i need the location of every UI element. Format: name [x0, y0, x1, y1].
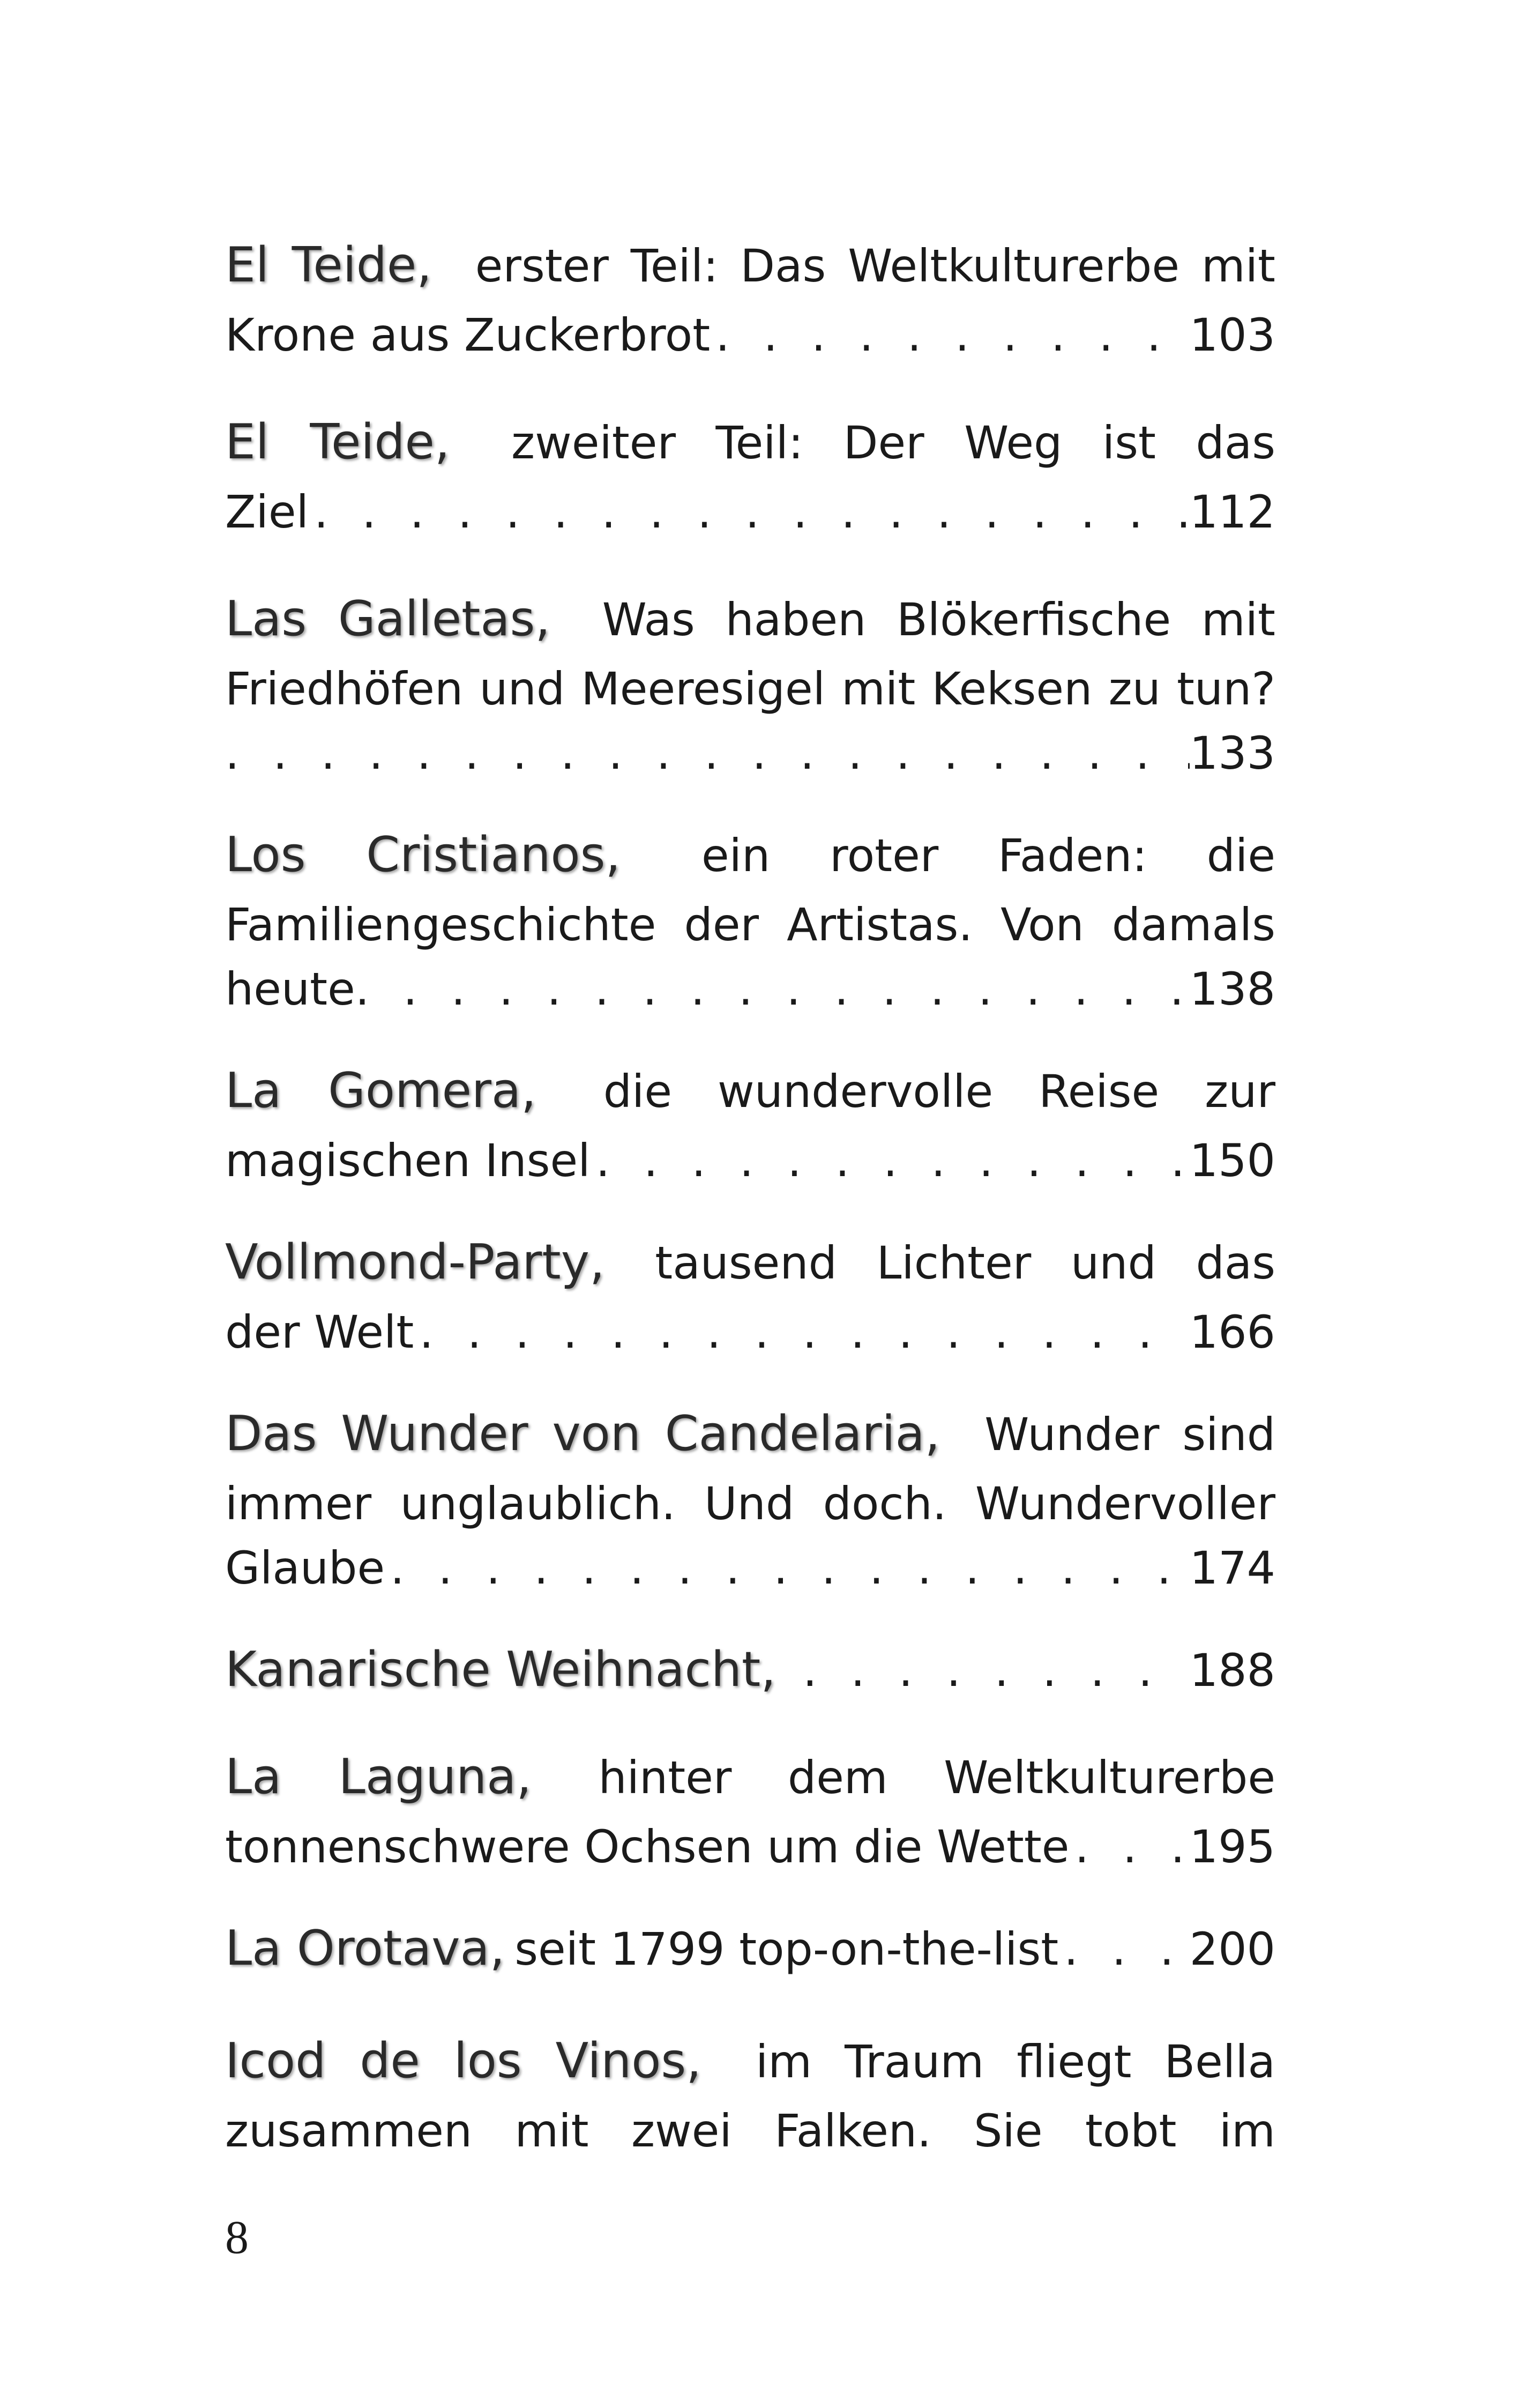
dot-leader	[1058, 1914, 1189, 1984]
toc-line	[225, 654, 1275, 724]
toc-page-number: 150	[1189, 1134, 1275, 1187]
toc-text: ein roter Faden: die	[701, 829, 1275, 882]
toc-text: Krone aus Zuckerbrot	[225, 309, 711, 361]
toc-leader-line	[225, 960, 1275, 1019]
toc-text: magischen Insel	[225, 1134, 591, 1187]
toc-text: im Traum fliegt Bella	[755, 2035, 1275, 2088]
toc-page-number: 138	[1189, 963, 1275, 1015]
toc-text: zweiter Teil: Der Weg ist das	[511, 417, 1275, 469]
toc-text: immer unglaublich. Und doch. Wundervoller	[225, 1477, 1275, 1530]
toc-line	[225, 584, 1275, 654]
toc-page-number: 133	[1189, 727, 1275, 779]
toc-entry	[225, 1399, 1275, 1597]
toc-line	[225, 820, 1275, 890]
toc-text: seit 1799 top-on-the-list	[514, 1923, 1059, 1975]
toc-page-number: 200	[1189, 1923, 1275, 1975]
toc-entry	[225, 2026, 1275, 2166]
toc-line	[225, 407, 1275, 477]
toc-entry	[225, 1228, 1275, 1367]
dot-leader	[710, 300, 1190, 370]
toc-entry	[225, 1635, 1275, 1705]
toc-line	[225, 1469, 1275, 1539]
toc-line	[225, 2026, 1275, 2096]
toc-page-number: 112	[1189, 486, 1275, 538]
toc-text: heute	[225, 963, 355, 1015]
toc-entry	[225, 1742, 1275, 1882]
toc-page-number: 166	[1189, 1306, 1275, 1358]
dot-leader	[225, 724, 1190, 783]
toc-line	[225, 2096, 1275, 2166]
toc-heading: Das Wunder von Candelaria,	[225, 1406, 940, 1462]
page-number: 8	[225, 2212, 249, 2264]
toc-leader-line	[225, 724, 1275, 783]
toc-page-number: 103	[1189, 309, 1275, 361]
toc-leader-line	[225, 1539, 1275, 1597]
toc-text: Ziel	[225, 486, 309, 538]
toc-line	[225, 1399, 1275, 1469]
toc-text: Familiengeschichte der Artistas. Von damals	[225, 898, 1275, 951]
toc-entry	[225, 1914, 1275, 1983]
toc-heading: La Laguna,	[225, 1749, 532, 1805]
dot-leader	[355, 960, 1190, 1019]
toc-line	[225, 1742, 1275, 1812]
toc-text: hinter dem Weltkulturerbe	[598, 1751, 1275, 1804]
toc-entry	[225, 231, 1275, 370]
toc-leader-line	[225, 1635, 1275, 1705]
toc-leader-line	[225, 300, 1275, 370]
toc-line	[225, 1228, 1275, 1297]
toc-text: Glaube	[225, 1542, 385, 1594]
toc-heading: Vollmond-Party,	[225, 1234, 605, 1290]
toc-line	[225, 890, 1275, 960]
toc-text: Friedhöfen und Meeresigel mit Keksen zu tun?	[225, 663, 1275, 715]
toc-leader-line	[225, 1914, 1275, 1983]
toc-heading: La Orotava,	[225, 1920, 505, 1976]
toc-text: erster Teil: Das Weltkulturerbe mit	[475, 240, 1275, 292]
toc-heading: Las Galletas,	[225, 591, 551, 647]
toc-leader-line	[225, 1126, 1275, 1195]
toc-leader-line	[225, 1297, 1275, 1367]
toc-entry	[225, 584, 1275, 783]
toc-heading: Icod de los Vinos,	[225, 2033, 701, 2089]
dot-leader	[309, 477, 1190, 547]
toc-heading: Los Cristianos,	[225, 827, 621, 883]
toc-heading: El Teide,	[225, 414, 450, 470]
toc-text: die wundervolle Reise zur	[603, 1065, 1275, 1118]
toc-line	[225, 231, 1275, 300]
toc-text: Wunder sind	[984, 1408, 1275, 1461]
dot-leader	[385, 1539, 1190, 1597]
toc-text: Was haben Blökerfische mit	[602, 593, 1275, 646]
toc-heading: Kanarische Weihnacht,	[225, 1641, 776, 1698]
toc-page-number: 188	[1189, 1644, 1275, 1697]
dot-leader	[414, 1297, 1189, 1367]
toc-leader-line	[225, 477, 1275, 547]
toc-text: tausend Lichter und das	[655, 1237, 1275, 1289]
toc-heading: La Gomera,	[225, 1062, 536, 1119]
dot-leader	[591, 1126, 1190, 1195]
dot-leader	[1069, 1812, 1189, 1882]
toc-heading: El Teide,	[225, 237, 432, 293]
toc-page-number: 195	[1189, 1820, 1275, 1873]
toc-text: zusammen mit zwei Falken. Sie tobt im	[225, 2105, 1275, 2157]
toc-line	[225, 1056, 1275, 1126]
toc-page-number: 174	[1189, 1542, 1275, 1594]
toc-entry	[225, 1056, 1275, 1195]
dot-leader	[797, 1636, 1190, 1705]
toc-text: der Welt	[225, 1306, 414, 1358]
toc-entry	[225, 820, 1275, 1019]
toc-entry	[225, 407, 1275, 547]
toc-leader-line	[225, 1812, 1275, 1882]
toc-text: tonnenschwere Ochsen um die Wette	[225, 1820, 1070, 1873]
